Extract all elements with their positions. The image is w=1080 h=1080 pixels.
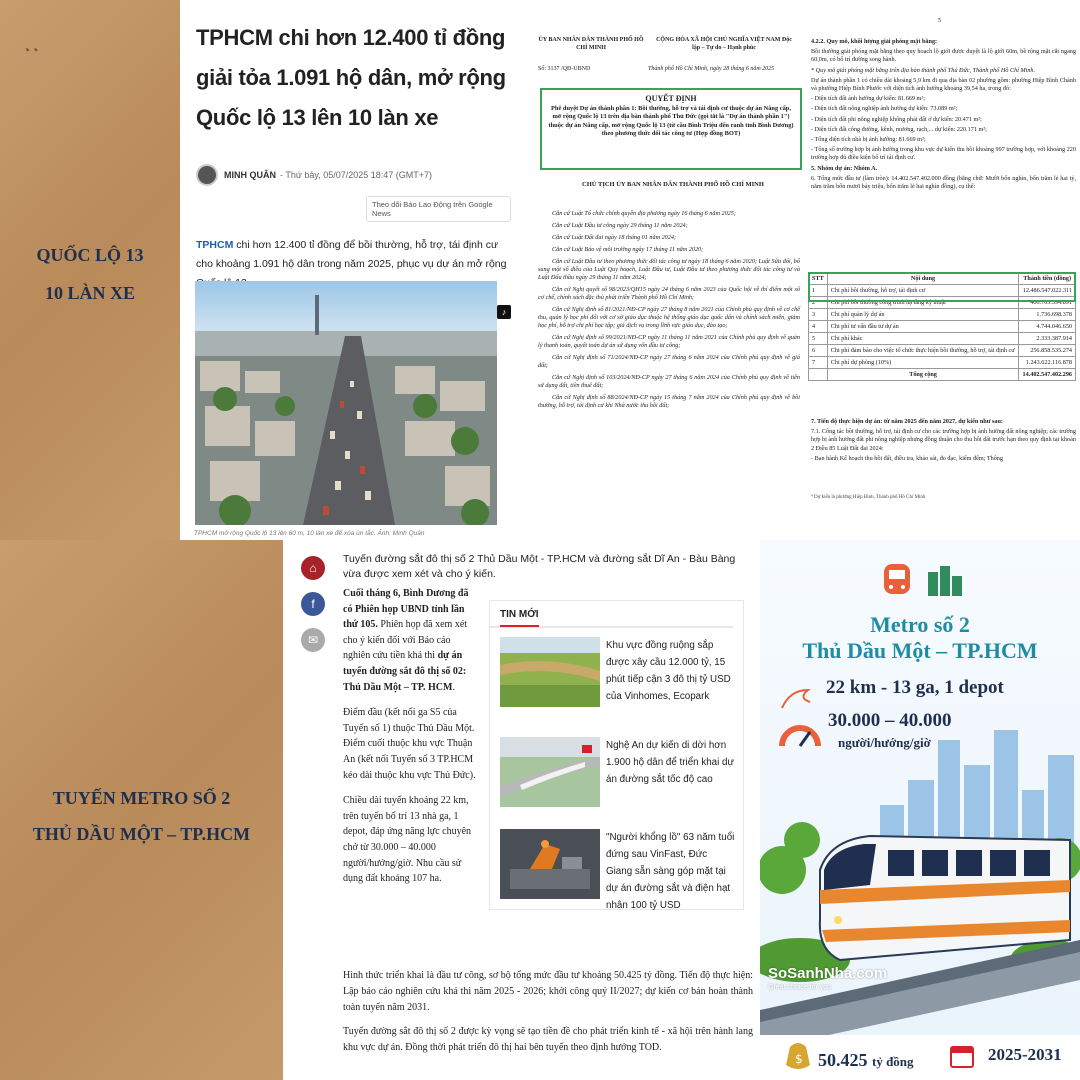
table-cell: 4.744.046.650 xyxy=(1019,321,1076,333)
bold-text: Cuối tháng 6, Bình Dương đã có Phiên họp UBND tỉnh lần thứ 105. xyxy=(343,588,469,631)
watermark-tagline: Great choice for you xyxy=(768,984,832,991)
metro-budget xyxy=(818,1050,914,1071)
train-icon xyxy=(884,564,910,594)
caption-bottom-line1: TUYẾN METRO SỐ 2 xyxy=(52,788,231,808)
google-news-follow-button[interactable]: Theo dõi Báo Lao Động trên Google News xyxy=(366,196,511,222)
legal-basis: Căn cứ Luật Tổ chức chính quyền địa phương ngày 16 tháng 6 năm 2025; xyxy=(552,210,736,217)
caption-top-line1: QUỐC LỘ 13 xyxy=(36,245,144,265)
metro-timeline: 2025-2031 xyxy=(988,1045,1062,1064)
table-cell: 256.858.535.274 xyxy=(1019,345,1076,357)
doc-national-motto: CỘNG HÒA XÃ HỘI CHỦ NGHĨA VIỆT NAM Độc lập – Tự do – Hạnh phúc xyxy=(656,37,792,51)
table-row xyxy=(809,333,1076,345)
metro-specs: 22 km - 13 ga, 1 depot xyxy=(826,677,1004,698)
doc-paragraph: 7. Tiến độ thực hiện dự án: từ năm 2025 đến năm 2027, dự kiến như sau: xyxy=(811,418,1003,425)
body-paragraph: Điểm đầu (kết nối ga S5 của Tuyến số 1) thuộc Thủ Dầu Một. Điểm cuối thuộc khu vực Thuận An (kết nối Tuyến số 3 TP.HCM kéo dài thuộc khu vực Thủ Đức). xyxy=(343,707,476,781)
doc-page-number: 5 xyxy=(938,18,941,24)
highspeed-rail-art xyxy=(500,737,600,807)
bold-text: dự án tuyến đường sắt đô thị số 02: Thủ Dầu Một – TP. HCM xyxy=(343,650,467,693)
doc-right-column xyxy=(811,38,1076,193)
news-title[interactable]: "Người khổng lồ" 63 năm tuổi đứng sau VinFast, Đức Giang sẵn sàng góp mặt tại dự án đường sắt và điện hạt nhân 100 tỷ USD xyxy=(606,832,735,911)
caption-bottom-line2: THỦ DẦU MỘT – TP.HCM xyxy=(32,824,251,844)
body-paragraph xyxy=(343,586,478,695)
news-item[interactable] xyxy=(500,737,740,813)
legal-basis: Căn cứ Nghị định số 81/2021/NĐ-CP ngày 27 tháng 8 năm 2021 của Chính phủ quy định về cơ chế thu, quản lý học phí đối với cơ sở giáo dục thuộc hệ thống giáo dục quốc dân và chính sách miễn, giảm học phí, hỗ trợ chi phí học tập; giá dịch vụ trong lĩnh vực giáo dục, đào tạo; xyxy=(538,306,800,329)
doc-paragraph: - Diện tích đất công đường, kênh, mương, rạch,... dự kiến: 220.171 m²; xyxy=(811,125,987,133)
article-title: TPHCM chi hơn 12.400 tỉ đồng giải tỏa 1.091 hộ dân, mở rộng Quốc lộ 13 lên 10 làn xe xyxy=(196,25,506,130)
building-icon xyxy=(928,566,962,596)
caption-top-line2: 10 LÀN XE xyxy=(44,283,135,303)
body-text: Phiên họp đã xem xét cho ý kiến đối với Báo cáo nghiên cứu tiền khả thi xyxy=(343,619,468,662)
legal-basis: Căn cứ Luật Đầu tư theo phương thức đối tác công tư ngày 18 tháng 6 năm 2020; Luật Sửa đổi, bổ sung một số điều của Luật Quy hoạch, Luật Đầu tư, Luật Đầu tư theo phương thức đối tác công tư và Luật Đấu thầu ngày 29 tháng 11 năm 2024; xyxy=(538,258,800,281)
metro-capacity-unit: người/hướng/giờ xyxy=(838,735,931,750)
article-body-bottom xyxy=(343,968,753,1064)
table-row xyxy=(809,321,1076,333)
table-row xyxy=(809,345,1076,357)
table-row xyxy=(809,357,1076,369)
doc-paragraph: 5. Nhóm dự án: Nhóm A. xyxy=(811,164,878,172)
legal-basis: Căn cứ Nghị quyết số 98/2023/QH15 ngày 24 tháng 6 năm 2023 của Quốc hội về thí điểm một số cơ chế, chính sách đặc thù phát triển Thành phố Hồ Chí Minh; xyxy=(538,286,800,301)
caption-top xyxy=(0,236,180,312)
doc-schedule xyxy=(811,418,1076,465)
news-title[interactable]: Nghệ An dự kiến di dời hơn 1.900 hộ dân để triển khai dự án đường sắt tốc độ cao xyxy=(606,740,735,785)
legal-basis: Căn cứ Luật Đất đai ngày 18 tháng 01 năm 2024; xyxy=(552,234,677,241)
table-row xyxy=(809,285,1076,297)
caption-panel-bottom xyxy=(0,540,283,1080)
legal-basis: Căn cứ Luật Bảo vệ môi trường ngày 17 tháng 11 năm 2020; xyxy=(552,246,704,253)
table-row xyxy=(809,297,1076,309)
table-header: STT xyxy=(809,273,828,285)
money-bag-icon xyxy=(778,1035,818,1075)
calendar-icon xyxy=(948,1041,978,1071)
speedometer-icon xyxy=(782,728,818,746)
legal-basis: Căn cứ Nghị định số 88/2024/NĐ-CP ngày 15 tháng 7 năm 2024 của Chính phủ quy định về bồi thường, hỗ trợ, tái định cư khi Nhà nước thu hồi đất; xyxy=(538,394,800,409)
author-name[interactable]: MINH QUÂN xyxy=(224,170,276,180)
doc-paragraph: Bồi thường giải phóng mặt bằng theo quy hoạch lộ giới được duyệt là lộ giới 60m, bề rộng mặt cắt ngang 60,0m, có bố trí đường song hành. xyxy=(811,48,1076,64)
doc-paragraph: - Diện tích đất ảnh hưởng dự kiến: 81.669 m²; xyxy=(811,95,925,103)
table-cell: 1.243.622.116.878 xyxy=(1019,357,1076,369)
table-header: Thành tiền (đồng) xyxy=(1019,273,1076,285)
email-icon[interactable]: ✉ xyxy=(301,628,325,652)
doc-paragraph: 4.2.2. Quy mô, khối lượng giải phóng mặt bằng: xyxy=(811,38,938,45)
news-title[interactable]: Khu vực đồng ruộng sắp được xây cầu 12.000 tỷ, 15 phút tiếp cận 3 đô thị tỷ USD của Vinhomes, Ecopark xyxy=(606,640,731,702)
table-cell: 12.486.547.022.311 xyxy=(1019,285,1076,297)
latest-news-header xyxy=(490,601,733,628)
news-item[interactable] xyxy=(500,637,740,713)
cost-table xyxy=(808,272,1076,381)
budget-unit: tỷ đồng xyxy=(872,1054,914,1069)
svg-text:$: $ xyxy=(795,1052,803,1066)
table-cell: Chi phí dự phòng (10%) xyxy=(827,357,1019,369)
doc-footnote: ⁴ Dự kiến là phường Hiệp Bình, Thành phố Hồ Chí Minh xyxy=(811,495,926,500)
table-cell: 406.705.594.891 xyxy=(1019,297,1076,309)
body-paragraph: Tuyến đường sắt đô thị số 2 được kỳ vọng sẽ tạo tiền đề cho phát triển kinh tế - xã hội trên hành lang khu vực dự án. Đồng thời phát triển đô thị hai bên tuyến theo định hướng TOD. xyxy=(343,1026,753,1053)
factory-robot-art xyxy=(500,829,600,899)
caption-panel-top xyxy=(0,0,180,540)
facebook-icon[interactable]: f xyxy=(301,592,325,616)
doc-paragraph: - Diện tích đất nông nghiệp ảnh hưởng dự kiến: 73.089 m²; xyxy=(811,105,958,113)
news-article-bottom xyxy=(283,540,760,1080)
body-text: . xyxy=(452,681,455,693)
table-cell: Chi phí khác xyxy=(827,333,1019,345)
legal-basis: Căn cứ Nghị định số 103/2024/NĐ-CP ngày 27 tháng 6 năm 2024 của Chính phủ quy định về tiền sử dụng đất, tiền thuê đất; xyxy=(538,374,800,389)
avatar[interactable] xyxy=(196,164,218,186)
table-cell: 2.333.387.914 xyxy=(1019,333,1076,345)
route-icon xyxy=(782,690,810,708)
metro-train xyxy=(820,836,1070,960)
table-cell: Chi phí bồi thường, hỗ trợ, tái định cư xyxy=(827,285,1019,297)
table-cell: Tổng cộng xyxy=(827,369,1019,381)
table-cell xyxy=(809,369,828,381)
table-row xyxy=(809,309,1076,321)
river-landscape-art xyxy=(500,637,600,707)
photo-caption: TPHCM mở rộng Quốc lộ 13 lên 60 m, 10 làn xe để xóa ùn tắc. Ảnh: Minh Quân xyxy=(194,530,425,537)
news-thumbnail[interactable] xyxy=(500,737,600,807)
doc-paragraph: - Diện tích đất phi nông nghiệp không phải đất ở dự kiến: 20.471 m²; xyxy=(811,115,982,123)
metro-title: Metro số 2 xyxy=(870,612,970,637)
doc-date: Thành phố Hồ Chí Minh, ngày 28 tháng 6 năm 2025 xyxy=(648,66,775,72)
legal-basis: Căn cứ Nghị định số 71/2024/NĐ-CP ngày 27 tháng 6 năm 2024 của Chính phủ quy định về giá đất; xyxy=(538,354,800,369)
article-headline: Tuyến đường sắt đô thị số 2 Thủ Dầu Một - TP.HCM và đường sắt Dĩ An - Bàu Bàng vừa được xem xét và cho ý kiến. xyxy=(343,553,736,580)
table-cell: Chi phí bồi thường công trình hạ tầng kỹ thuật xyxy=(827,297,1019,309)
doc-issuer: ỦY BAN NHÂN DÂN THÀNH PHỐ HỒ CHÍ MINH xyxy=(538,37,644,51)
doc-chairman-heading: CHỦ TỊCH ỦY BAN NHÂN DÂN THÀNH PHỐ HỒ CHÍ MINH xyxy=(582,181,764,188)
doc-paragraph: 7.1. Công tác bồi thường, hỗ trợ, tái định cư cho các trường hợp bị ảnh hưởng đất nông nghiệp; các trường hợp bị ảnh hưởng đất phi nông nghiệp nhưng đồng thuận cho thu hồi đất trước hạn theo quy định tại khoản 2 Điều 85 Luật Đất đai 2024: xyxy=(811,428,1076,452)
home-icon[interactable]: ⌂ xyxy=(301,556,325,580)
article-body xyxy=(343,586,478,897)
lead-brand-link[interactable]: TPHCM xyxy=(196,239,234,251)
metro-infographic xyxy=(760,540,1080,1080)
highway-photo-art xyxy=(195,281,497,525)
decision-subject: Phê duyệt Dự án thành phần 1: Bồi thường, hỗ trợ và tái định cư thuộc dự án Nâng cấp, mở rộng Quốc lộ 13 trên địa bàn thành phố Thủ Đức (gọi tắt là "Dự án thành phần 1") thuộc dự án Nâng cấp, mở rộng Quốc lộ 13 (từ cầu Bình Triệu đến ranh tỉnh Bình Dương) theo phương thức đối tác công tư (Hợp đồng BOT) xyxy=(548,105,794,138)
doc-legal-bases xyxy=(538,210,800,414)
body-paragraph: Chiều dài tuyến khoảng 22 km, trên tuyến bố trí 13 nhà ga, 1 depot, đáp ứng năng lực chuyên chở từ 30.000 – 40.000 người/hướng/giờ. Nhu cầu sử dụng đất khoảng 107 ha. xyxy=(343,795,472,885)
legal-basis: Căn cứ Luật Đầu tư công ngày 29 tháng 11 năm 2024; xyxy=(552,222,688,229)
table-cell: 3 xyxy=(809,309,828,321)
highway-aerial-photo xyxy=(195,281,497,525)
table-cell: 1.736.698.378 xyxy=(1019,309,1076,321)
decision-title-box xyxy=(540,88,802,170)
news-item[interactable] xyxy=(500,829,740,911)
doc-paragraph: - Tổng diện tích nhà bị ảnh hưởng: 81.669 m²; xyxy=(811,136,926,144)
watermark-logo xyxy=(768,965,887,991)
caption-bottom xyxy=(0,780,283,852)
news-thumbnail[interactable] xyxy=(500,637,600,707)
table-cell: Chi phí tư vấn đầu tư dự án xyxy=(827,321,1019,333)
metro-capacity: 30.000 – 40.000 xyxy=(828,710,952,731)
table-header: Nội dung xyxy=(827,273,1019,285)
decision-document xyxy=(528,0,1080,540)
table-cell: 2 xyxy=(809,297,828,309)
table-cell: Chi phí quản lý dự án xyxy=(827,309,1019,321)
table-cell: 6 xyxy=(809,345,828,357)
legal-basis: Căn cứ Nghị định số 99/2021/NĐ-CP ngày 11 tháng 11 năm 2021 của Chính phủ quy định về quản lý thanh toán, quyết toán dự án sử dụng vốn đầu tư công; xyxy=(538,334,800,349)
side-share-bar xyxy=(301,556,327,664)
table-total-row xyxy=(809,369,1076,381)
publish-date: - Thứ bảy, 05/07/2025 18:47 (GMT+7) xyxy=(280,170,433,180)
table-cell: 7 xyxy=(809,357,828,369)
budget-value: 50.425 xyxy=(818,1050,868,1070)
table-cell: 5 xyxy=(809,333,828,345)
doc-number: Số: 3137 /QĐ-UBND xyxy=(538,66,591,72)
doc-paragraph: 6. Tổng mức đầu tư (làm tròn): 14.402.547.402.000 đồng (bằng chữ: Mười bốn nghìn, bốn trăm lẻ hai tỷ, năm trăm bốn mươi bảy triệu, bốn trăm lẻ hai nghìn đồng), cụ thể: xyxy=(811,174,1076,191)
metro-route: Thủ Dầu Một – TP.HCM xyxy=(802,638,1038,663)
decision-title: QUYẾT ĐỊNH xyxy=(645,94,697,103)
author-row xyxy=(196,164,511,186)
lead-text: chi hơn 12.400 tỉ đồng để bồi thường, hỗ trợ, tái định cư cho khoảng 1.091 hộ dân trong năm 2025, phục vụ dự án mở rộng xyxy=(196,239,507,270)
doc-paragraph: - Tổng số trường hợp bị ảnh hưởng trong khu vực dự kiến thu hồi khoảng 997 trường hợp, với khoảng 220 trường hợp đủ điều kiện bố trí tái định cư. xyxy=(811,146,1076,162)
latest-news-title: TIN MỚI xyxy=(500,609,539,627)
table-cell: 4 xyxy=(809,321,828,333)
latest-news-box xyxy=(489,600,744,910)
decor-icon: ◔◔ xyxy=(22,42,39,58)
table-cell: 14.402.547.402.296 xyxy=(1019,369,1076,381)
news-thumbnail[interactable] xyxy=(500,829,600,899)
doc-paragraph: - Ban hành Kế hoạch thu hồi đất, điều tra, khảo sát, đo đạc, kiểm đếm; Thông xyxy=(811,454,1003,462)
table-cell: 1 xyxy=(809,285,828,297)
table-cell: Chi phí đảm bảo cho việc tổ chức thực hiện bồi thường, hỗ trợ, tái định cư xyxy=(827,345,1019,357)
doc-paragraph: Dự án thành phần 1 có chiều dài khoảng 5,9 km đi qua địa bàn 02 phường gồm: phường Hiệp Bình Chánh và phường Hiệp Bình Phước với diện tích ảnh hưởng khoảng 39,54 ha, trong đó: xyxy=(811,76,1076,93)
watermark-text: SoSanhNha.com xyxy=(768,965,888,982)
tiktok-icon[interactable]: ♪ xyxy=(497,305,511,319)
body-paragraph: Hình thức triển khai là đầu tư công, sơ bộ tổng mức đầu tư khoảng 50.425 tỷ đồng. Tiến độ thực hiện: Lập báo cáo nghiên cứu khả thi năm 2025 - 2026; khởi công quý II/2027; dự kiến cơ bản hoàn thành toàn tuyến năm 2031. xyxy=(343,970,753,1013)
doc-paragraph: * Quy mô giải phóng mặt bằng trên địa bàn thành phố Thủ Đức, Thành phố Hồ Chí Minh. xyxy=(811,66,1036,74)
